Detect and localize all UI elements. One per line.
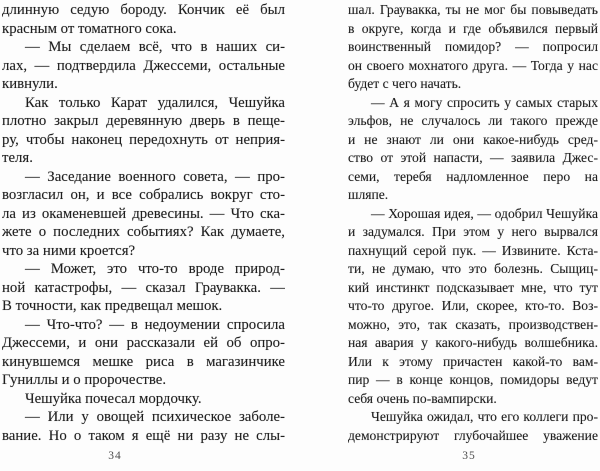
text-line: воинственный помидор? — попросил [348, 39, 598, 54]
text-line: Или к этому причастен какой-то вам- [348, 353, 598, 369]
text-line: длинную седую бороду. Кончик её был [2, 2, 285, 18]
text-line: вание. Но о таком я ещё ни разу не слы- [2, 427, 285, 444]
text-line: и не знают ли они какое-нибудь сред- [348, 131, 598, 147]
text-line: красным от томатного сока. [2, 20, 177, 37]
text-line: и задумался. При этом у него вырвался [348, 224, 598, 239]
text-line: — Хорошая идея, — одобрил Чешуйка [371, 205, 598, 221]
text-line: теля. [2, 150, 33, 166]
text-line: — Что-что? — в недоумении спросила [25, 316, 285, 333]
text-line: что-то другое. Или, скорее, кто-то. Воз- [348, 298, 598, 313]
text-line: пахнущий серой пук. — Извините. Кста- [348, 242, 598, 258]
page-number-left: 34 [108, 450, 122, 462]
text-line: в округе, когда и где объявился первый [348, 20, 598, 36]
text-line: В точности, как предвещал мешок. [2, 298, 223, 314]
text-line: ру, чтобы наконец передохнуть от неприя- [2, 131, 285, 148]
page-right-text [348, 1, 598, 445]
text-line: ла из окаменевшей древесины. — Что ска- [2, 205, 285, 222]
text-line: жете о последних событиях? Как думаете, [2, 224, 285, 240]
text-line: — Или у овощей психическое заболе- [25, 409, 285, 425]
text-line: — А я могу спросить у самых старых [371, 94, 598, 110]
text-line: ная авария у какого-нибудь волшебника. [348, 335, 598, 350]
text-line: возгласил он, и все собрались вокруг сто- [2, 187, 285, 203]
text-line: Чешуйка ожидал, что его коллеги про- [371, 409, 598, 424]
text-line: Гуниллы и о пророчестве. [2, 372, 167, 388]
text-line: будет с чего начать. [348, 76, 462, 91]
text-line: шляпе. [348, 187, 389, 202]
text-line: ной катастрофы, — сказал Граувакка. — [2, 279, 285, 296]
text-line: кий инстинкт подсказывает мне, что тут [348, 279, 598, 295]
text-line: что за ними кроется? [2, 242, 136, 259]
text-line: Джессеми, и они рассказали ей об опро- [2, 335, 285, 351]
page-number-right: 35 [462, 450, 476, 462]
text-line: семи, теребя надломленное перо на [348, 168, 598, 184]
text-line: эльфов, не случалось ли такого прежде [348, 113, 598, 128]
text-line: — Может, это что-то вроде природ- [25, 261, 285, 277]
text-line: он своего мохнатого друга. — Тогда у нас [348, 57, 598, 73]
text-line: можно, это, так сказать, производствен- [348, 316, 598, 332]
text-line: — Мы сделаем всё, что в наших си- [25, 39, 285, 55]
text-line: кинувшемся мешке риса в магазинчике [2, 353, 285, 370]
text-line: лах, — подтвердила Джессеми, остальные [2, 57, 285, 74]
text-line: Чешуйка почесал мордочку. [25, 390, 202, 407]
text-line: пир — в конце концов, помидоры ведут [348, 372, 598, 387]
text-line: демонстрируют глубочайшее уважение [348, 427, 598, 443]
text-line: Как только Карат удалился, Чешуйка [25, 94, 285, 111]
text-line: шал. Граувакка, ты не мог бы повыведать [348, 2, 598, 17]
text-line: — Заседание военного совета, — про- [25, 168, 285, 185]
page-left-text [2, 1, 285, 445]
text-line: себя очень по-вампирски. [348, 390, 497, 406]
text-line: ство от этой напасти, — заявила Джес- [348, 150, 598, 165]
text-line: плотно закрыл деревянную дверь в пеще- [2, 113, 285, 129]
text-line: ти, не думаю, что это болезнь. Сыщиц- [348, 261, 598, 276]
text-line: кивнули. [2, 76, 58, 92]
